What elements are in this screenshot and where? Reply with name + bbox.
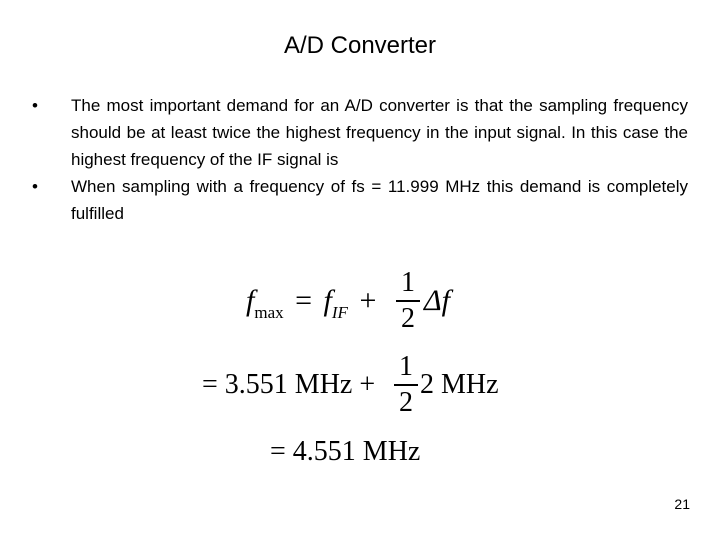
fraction-one-half [394, 352, 418, 418]
bullet-icon: • [32, 177, 38, 196]
bullet-list [32, 92, 688, 227]
bullet-text: When sampling with a frequency of fs = 11.999 MHz this demand is completely fulfilled [71, 177, 688, 223]
eq-f-symbol: f [323, 284, 332, 317]
eq-value: 4.551 MHz [292, 436, 421, 467]
fraction-denominator: 2 [401, 303, 415, 334]
slide-title: A/D Converter [283, 32, 437, 59]
bullet-icon: • [32, 96, 38, 115]
eq-plus: + [359, 369, 376, 400]
fraction-numerator: 1 [399, 351, 413, 382]
bullet-item [32, 173, 688, 227]
equation-line-3 [270, 436, 420, 468]
eq-max-subscript: max [254, 303, 284, 322]
eq-value: 3.551 MHz [224, 369, 353, 400]
eq-plus: + [359, 284, 377, 317]
eq-f-symbol: f [246, 284, 255, 317]
fraction-bar [394, 384, 418, 386]
bullet-item [32, 92, 688, 173]
bullet-text: The most important demand for an A/D converter is that the sampling frequency should be at least twice the highest frequency in the input signal. In this case the highest frequency of the IF signal is [71, 96, 688, 169]
eq-delta-f: Δf [424, 284, 450, 317]
eq-equals: = [202, 369, 218, 400]
fraction-one-half [396, 268, 420, 334]
equation-line-2 [202, 369, 375, 401]
page-number: 21 [674, 496, 690, 512]
fraction-bar [396, 300, 420, 302]
fraction-numerator: 1 [401, 267, 415, 298]
eq-if-subscript: IF [331, 303, 348, 322]
eq-equals: = [295, 284, 313, 317]
eq-value: 2 MHz [420, 369, 499, 400]
equation-line-1 [246, 284, 377, 322]
eq-equals: = [270, 436, 286, 467]
fraction-denominator: 2 [399, 387, 413, 418]
